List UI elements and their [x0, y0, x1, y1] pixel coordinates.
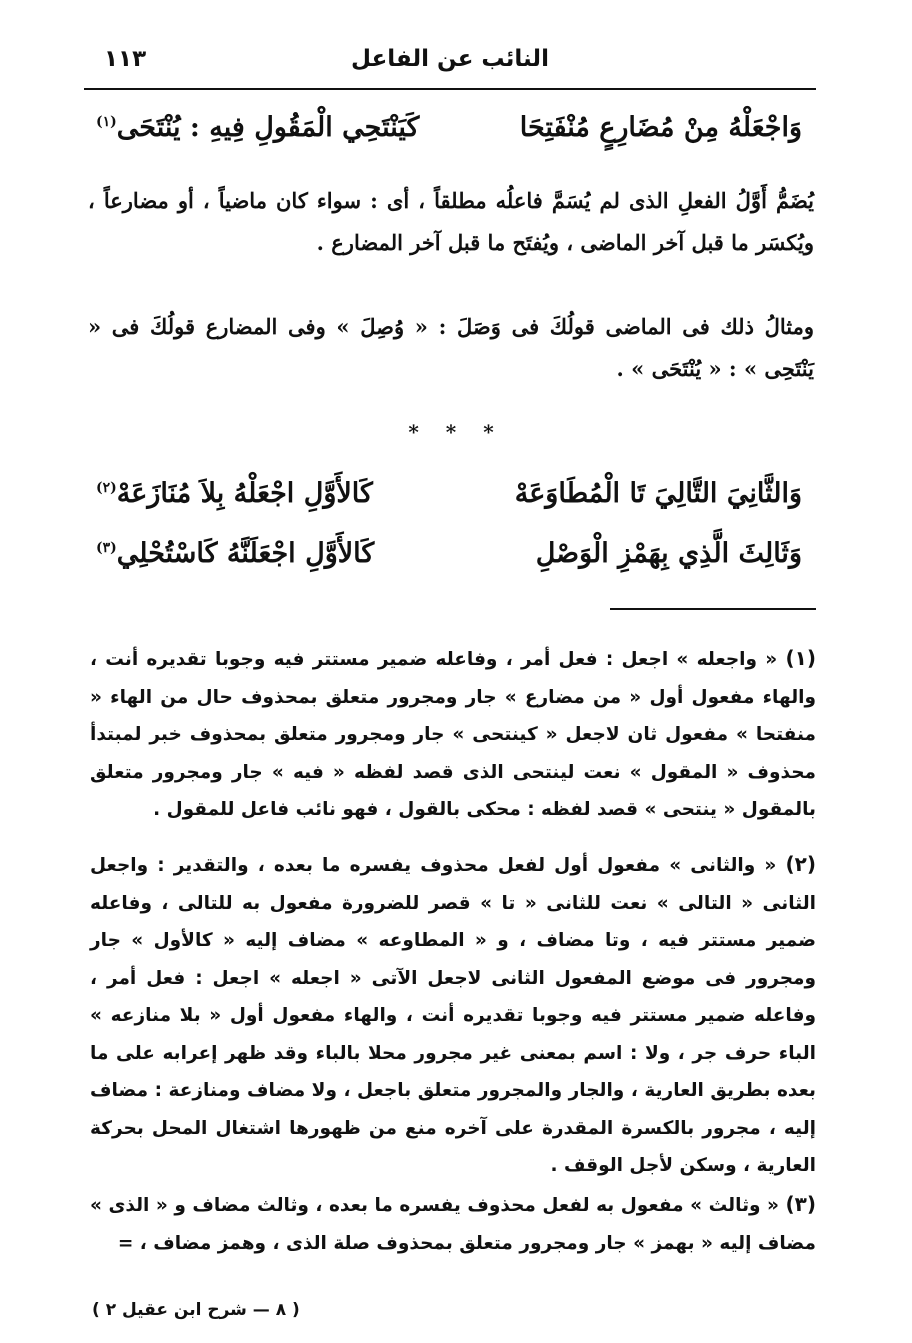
verse2-second-half-wrap — [96, 478, 373, 509]
verse3-first-half: وَثَالِثَ الَّذِي بِهَمْزِ الْوَصْلِ — [535, 538, 802, 569]
verse1-second-half-wrap — [96, 112, 419, 143]
running-title: النائب عن الفاعل — [351, 46, 549, 72]
footnote-3-number: (٣) — [785, 1192, 816, 1216]
footnote-3-text: « وثالث » مفعول به لفعل محذوف يفسره ما بعده ، وثالث مضاف و « الذى » مضاف إليه « بهمز » جار ومجرور متعلق بمحذوف صلة الذى ، وهمز مضاف ، = — [90, 1195, 816, 1254]
signature-mark: ( ٨ — شرح ابن عقيل ٢ ) — [92, 1300, 300, 1320]
footnote-1-text: « واجعله » اجعل : فعل أمر ، وفاعله ضمير مستتر فيه وجوبا تقديره أنت ، والهاء مفعول أول « من مضارع » جار ومجرور متعلق بمحذوف حال من الهاء « منفتحا » مفعول ثان لاجعل « كينتحى » جار ومجرور متعلق بمحذوف خبر لمبتدأ محذوف « المقول » نعت لينتحى الذى قصد لفظه « فيه » جار ومجرور متعلق بالمقول « ينتحى » قصد لفظه : محكى بالقول ، فهو نائب فاعل للمقول . — [90, 649, 816, 820]
footnote-1-number: (١) — [785, 646, 816, 670]
verse2-second-half: كَالأَوَّلِ اجْعَلْهُ بِلاَ مُنَازَعَهْ — [116, 478, 373, 509]
footnote-2-number: (٢) — [785, 852, 816, 876]
verse3-second-half: كَالأَوَّلِ اجْعَلَنَّهُ كَاسْتُحْلِي — [116, 538, 375, 569]
verse-line-3 — [96, 538, 802, 569]
footnote-2-text: « والثانى » مفعول أول لفعل محذوف يفسره ما بعده ، والتقدير : واجعل الثانى « التالى » نعت للثانى « تا » قصر للضرورة مفعول به للتالى ، وفاعله ضمير مستتر فيه ، وتا مضاف ، و « المطاوعه » مضاف إليه « كالأول » جار ومجرور فى موضع المفعول الثانى لاجعل الآتى « اجعله » اجعل : فعل أمر ، وفاعله ضمير مستتر فيه وجوبا تقديره أنت ، والهاء مفعول أول « بلا منازعه » الباء حرف جر ، ولا : اسم بمعنى غير مجرور محلا بالباء وقد ظهر إعرابه على ما بعده بطريق العارية ، والجار والمجرور متعلق باجعل ، ولا مضاف ومنازعة : مضاف إليه ، مجرور بالكسرة المقدرة على آخره منع من ظهورها اشتغال المحل بحركة العارية ، وسكن لأجل الوقف . — [90, 855, 816, 1176]
footnote-2 — [90, 846, 816, 1185]
footnote-1 — [90, 640, 816, 829]
explanation-paragraph-1: يُضَمُّ أَوَّلُ الفعلِ الذى لم يُسَمَّ فاعلُه مطلقاً ، أى : سواء كان ماضياً ، أو مضارعاً ، ويُكسَر ما قبل آخر الماضى ، ويُفتَح ما قبل آخر المضارع . — [88, 188, 814, 255]
footnote-ref-2: (٢) — [96, 480, 117, 496]
footnote-ref-1: (١) — [96, 114, 117, 130]
verse1-first-half: وَاجْعَلْهُ مِنْ مُضَارِعٍ مُنْفَتِحَا — [519, 112, 802, 143]
verse3-second-half-wrap — [96, 538, 374, 569]
verse-line-1 — [96, 112, 802, 143]
footnote-divider — [610, 608, 816, 610]
footnote-ref-3: (٣) — [96, 540, 117, 556]
page-header — [84, 38, 816, 90]
page-number: ١١٣ — [104, 46, 147, 72]
verse-line-2 — [96, 478, 802, 509]
verse1-second-half: كَيَنْتَحِي الْمَقُولِ فِيهِ : يُنْتَحَى — [116, 112, 420, 143]
section-separator: * * * — [408, 420, 504, 444]
explanation-paragraph-2: ومثالُ ذلك فى الماضى قولُكَ فى وَصَلَ : « وُصِلَ » وفى المضارع قولُكَ فى « يَنْتَحِى » : « يُنْتَحَى » . — [88, 314, 814, 381]
footnote-3 — [90, 1186, 816, 1262]
verse2-first-half: وَالثَّانِيَ التَّالِيَ تَا الْمُطَاوَعَهْ — [514, 478, 802, 509]
